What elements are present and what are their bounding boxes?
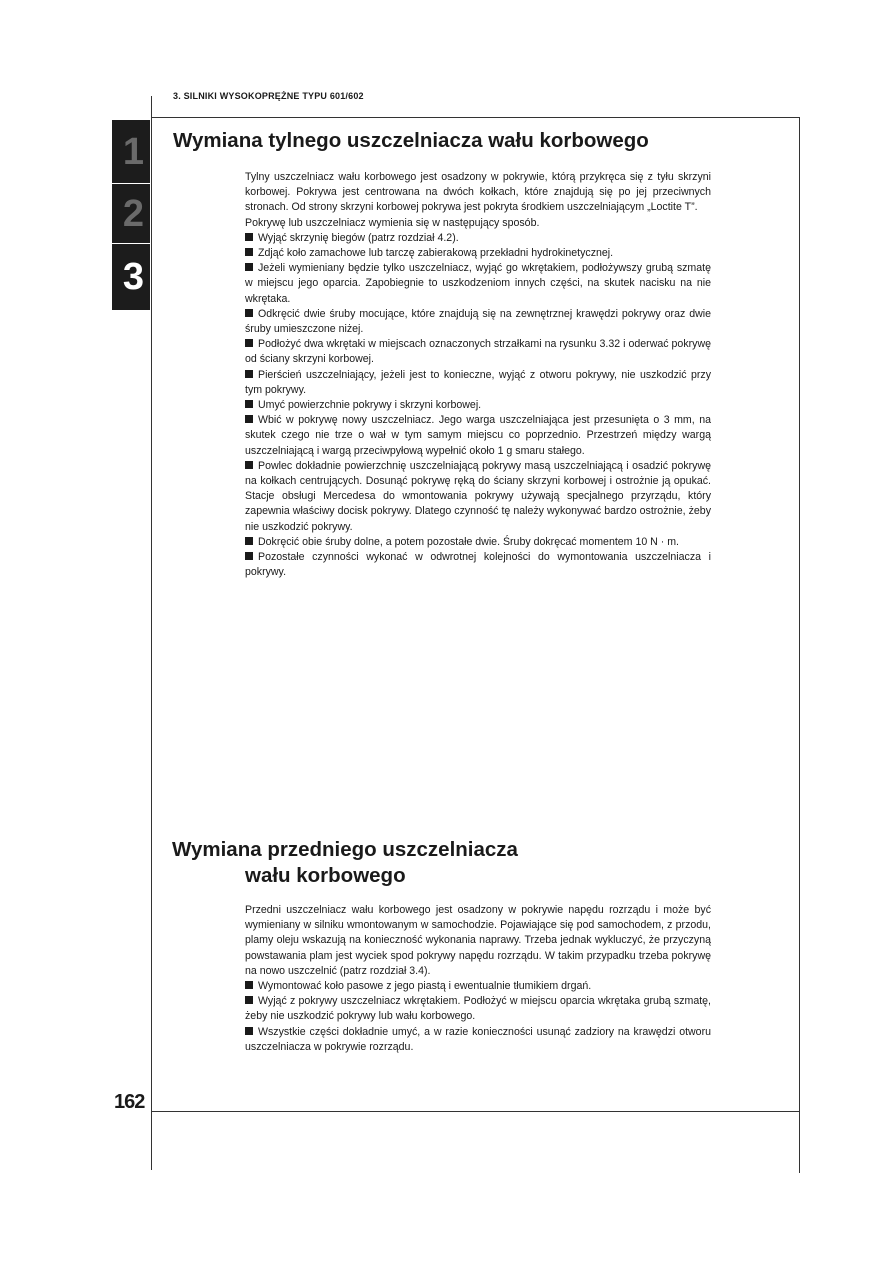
step-text: Wyjąć z pokrywy uszczelniacz wkrętakiem. Podłożyć w miejscu oparcia wkrętaka grubą szmatę, żeby nie uszkodzić pokrywy lub wału korbowego. <box>245 995 711 1023</box>
section-body-rear-seal <box>245 170 711 580</box>
chapter-tab-2[interactable]: 2 <box>112 184 150 243</box>
step-item <box>245 337 711 367</box>
step-item <box>245 368 711 398</box>
step-text: Powlec dokładnie powierzchnię uszczelniającą pokrywy masą uszczelniającą i osadzić pokrywę na kołkach centrujących. Dosunąć pokrywę ręką do ściany skrzyni korbowej i ostrożnie ją opukać. Stacje obsługi Mercedesa do wmontowania pokrywy używają specjalnego przyrządu, który zapewnia właściwy docisk pokrywy. Dlatego czynność tę należy wykonywać bardzo ostrożnie, żeby nie uszkodzić pokrywy. <box>245 459 711 533</box>
step-item <box>245 261 711 307</box>
bullet-square-icon <box>245 248 253 256</box>
chapter-tab-1[interactable]: 1 <box>112 120 150 183</box>
chapter-tab-3-active[interactable]: 3 <box>112 244 150 310</box>
step-text: Jeżeli wymieniany będzie tylko uszczelniacz, wyjąć go wkrętakiem, podłożywszy grubą szmatę w miejscu jego oparcia. Zapobiegnie to uszkodzeniom innych części, na skutek nacisku na nie wkrętaka. <box>245 262 711 305</box>
step-item <box>245 994 711 1024</box>
bullet-square-icon <box>245 233 253 241</box>
step-text: Wymontować koło pasowe z jego piastą i ewentualnie tłumikiem drgań. <box>258 980 592 993</box>
intro-paragraph: Tylny uszczelniacz wału korbowego jest osadzony w pokrywie, którą przykręca się z tyłu skrzyni korbowej. Pokrywa jest centrowana na dwóch kołkach, które znajdują się po jej przeciwnych stronach. Od strony skrzyni korbowej pokrywa jest pokryta środkiem uszczelniającym „Loctite T”. <box>245 171 711 214</box>
bullet-square-icon <box>245 309 253 317</box>
step-text: Wbić w pokrywę nowy uszczelniacz. Jego warga uszczelniająca jest przesunięta o 3 mm, na skutek czego nie trze o wał w tym samym miejscu co poprzednio. Przestrzeń między wargą uszczelniającą i wargą przeciwpyłową wypełnić około 1 g smaru stałego. <box>245 414 711 457</box>
step-item <box>245 550 711 580</box>
bullet-square-icon <box>245 339 253 347</box>
title-line-1: Wymiana przedniego uszczelniacza <box>172 838 518 861</box>
right-margin-rule <box>799 117 800 1173</box>
step-text: Zdjąć koło zamachowe lub tarczę zabierakową przekładni hydrokinetycznej. <box>258 247 614 260</box>
running-head: 3. SILNIKI WYSOKOPRĘŻNE TYPU 601/602 <box>173 91 364 101</box>
footer-rule <box>151 1111 800 1112</box>
bullet-square-icon <box>245 552 253 560</box>
header-rule <box>151 117 800 118</box>
page-number: 162 <box>114 1091 145 1113</box>
step-text: Dokręcić obie śruby dolne, a potem pozostałe dwie. Śruby dokręcać momentem 10 N · m. <box>258 535 679 548</box>
step-text: Wszystkie części dokładnie umyć, a w razie konieczności usunąć zadziory na krawędzi otworu uszczelniacza w pokrywie rozrządu. <box>245 1025 711 1053</box>
step-text: Pierścień uszczelniający, jeżeli jest to konieczne, wyjąć z otworu pokrywy, nie uszkodzić przy tym pokrywy. <box>245 368 711 396</box>
bullet-square-icon <box>245 537 253 545</box>
bullet-square-icon <box>245 263 253 271</box>
step-text: Podłożyć dwa wkrętaki w miejscach oznaczonych strzałkami na rysunku 3.32 i oderwać pokrywę od ściany skrzyni korbowej. <box>245 338 711 366</box>
section-title-rear-seal: Wymiana tylnego uszczelniacza wału korbowego <box>173 129 649 152</box>
step-item <box>245 979 711 994</box>
title-line-2: wału korbowego <box>245 864 406 887</box>
step-item <box>245 459 711 535</box>
left-margin-rule <box>151 96 152 1170</box>
step-item <box>245 246 711 261</box>
section-body-front-seal <box>245 903 711 1055</box>
step-item <box>245 535 711 550</box>
intro-paragraph: Pokrywę lub uszczelniacz wymienia się w następujący sposób. <box>245 216 540 229</box>
step-item <box>245 413 711 459</box>
bullet-square-icon <box>245 461 253 469</box>
bullet-square-icon <box>245 1027 253 1035</box>
step-item <box>245 307 711 337</box>
step-item <box>245 1025 711 1055</box>
step-text: Wyjąć skrzynię biegów (patrz rozdział 4.2). <box>258 231 459 244</box>
bullet-square-icon <box>245 415 253 423</box>
bullet-square-icon <box>245 996 253 1004</box>
bullet-square-icon <box>245 400 253 408</box>
bullet-square-icon <box>245 370 253 378</box>
bullet-square-icon <box>245 981 253 989</box>
intro-paragraph: Przedni uszczelniacz wału korbowego jest osadzony w pokrywie napędu rozrządu i może być wymieniany w silniku wmontowanym w samochodzie. Pojawiające się pod samochodem, z przodu, plamy oleju wskazują na konieczność wykonania naprawy. Trzeba jednak wykluczyć, że przyczyną powstawania plam jest wyciek spod pokrywy napędu rozrządu. W takim przypadku trzeba pokrywę na nowo uszczelnić (patrz rozdział 3.4). <box>245 904 711 977</box>
step-item <box>245 231 711 246</box>
step-text: Umyć powierzchnie pokrywy i skrzyni korbowej. <box>258 399 482 412</box>
step-text: Odkręcić dwie śruby mocujące, które znajdują się na zewnętrznej krawędzi pokrywy oraz dwie śruby umieszczone niżej. <box>245 307 711 336</box>
step-item <box>245 398 711 413</box>
section-title-front-seal <box>172 837 518 889</box>
step-text: Pozostałe czynności wykonać w odwrotnej kolejności do wymontowania uszczelniacza i pokrywy. <box>245 551 711 579</box>
